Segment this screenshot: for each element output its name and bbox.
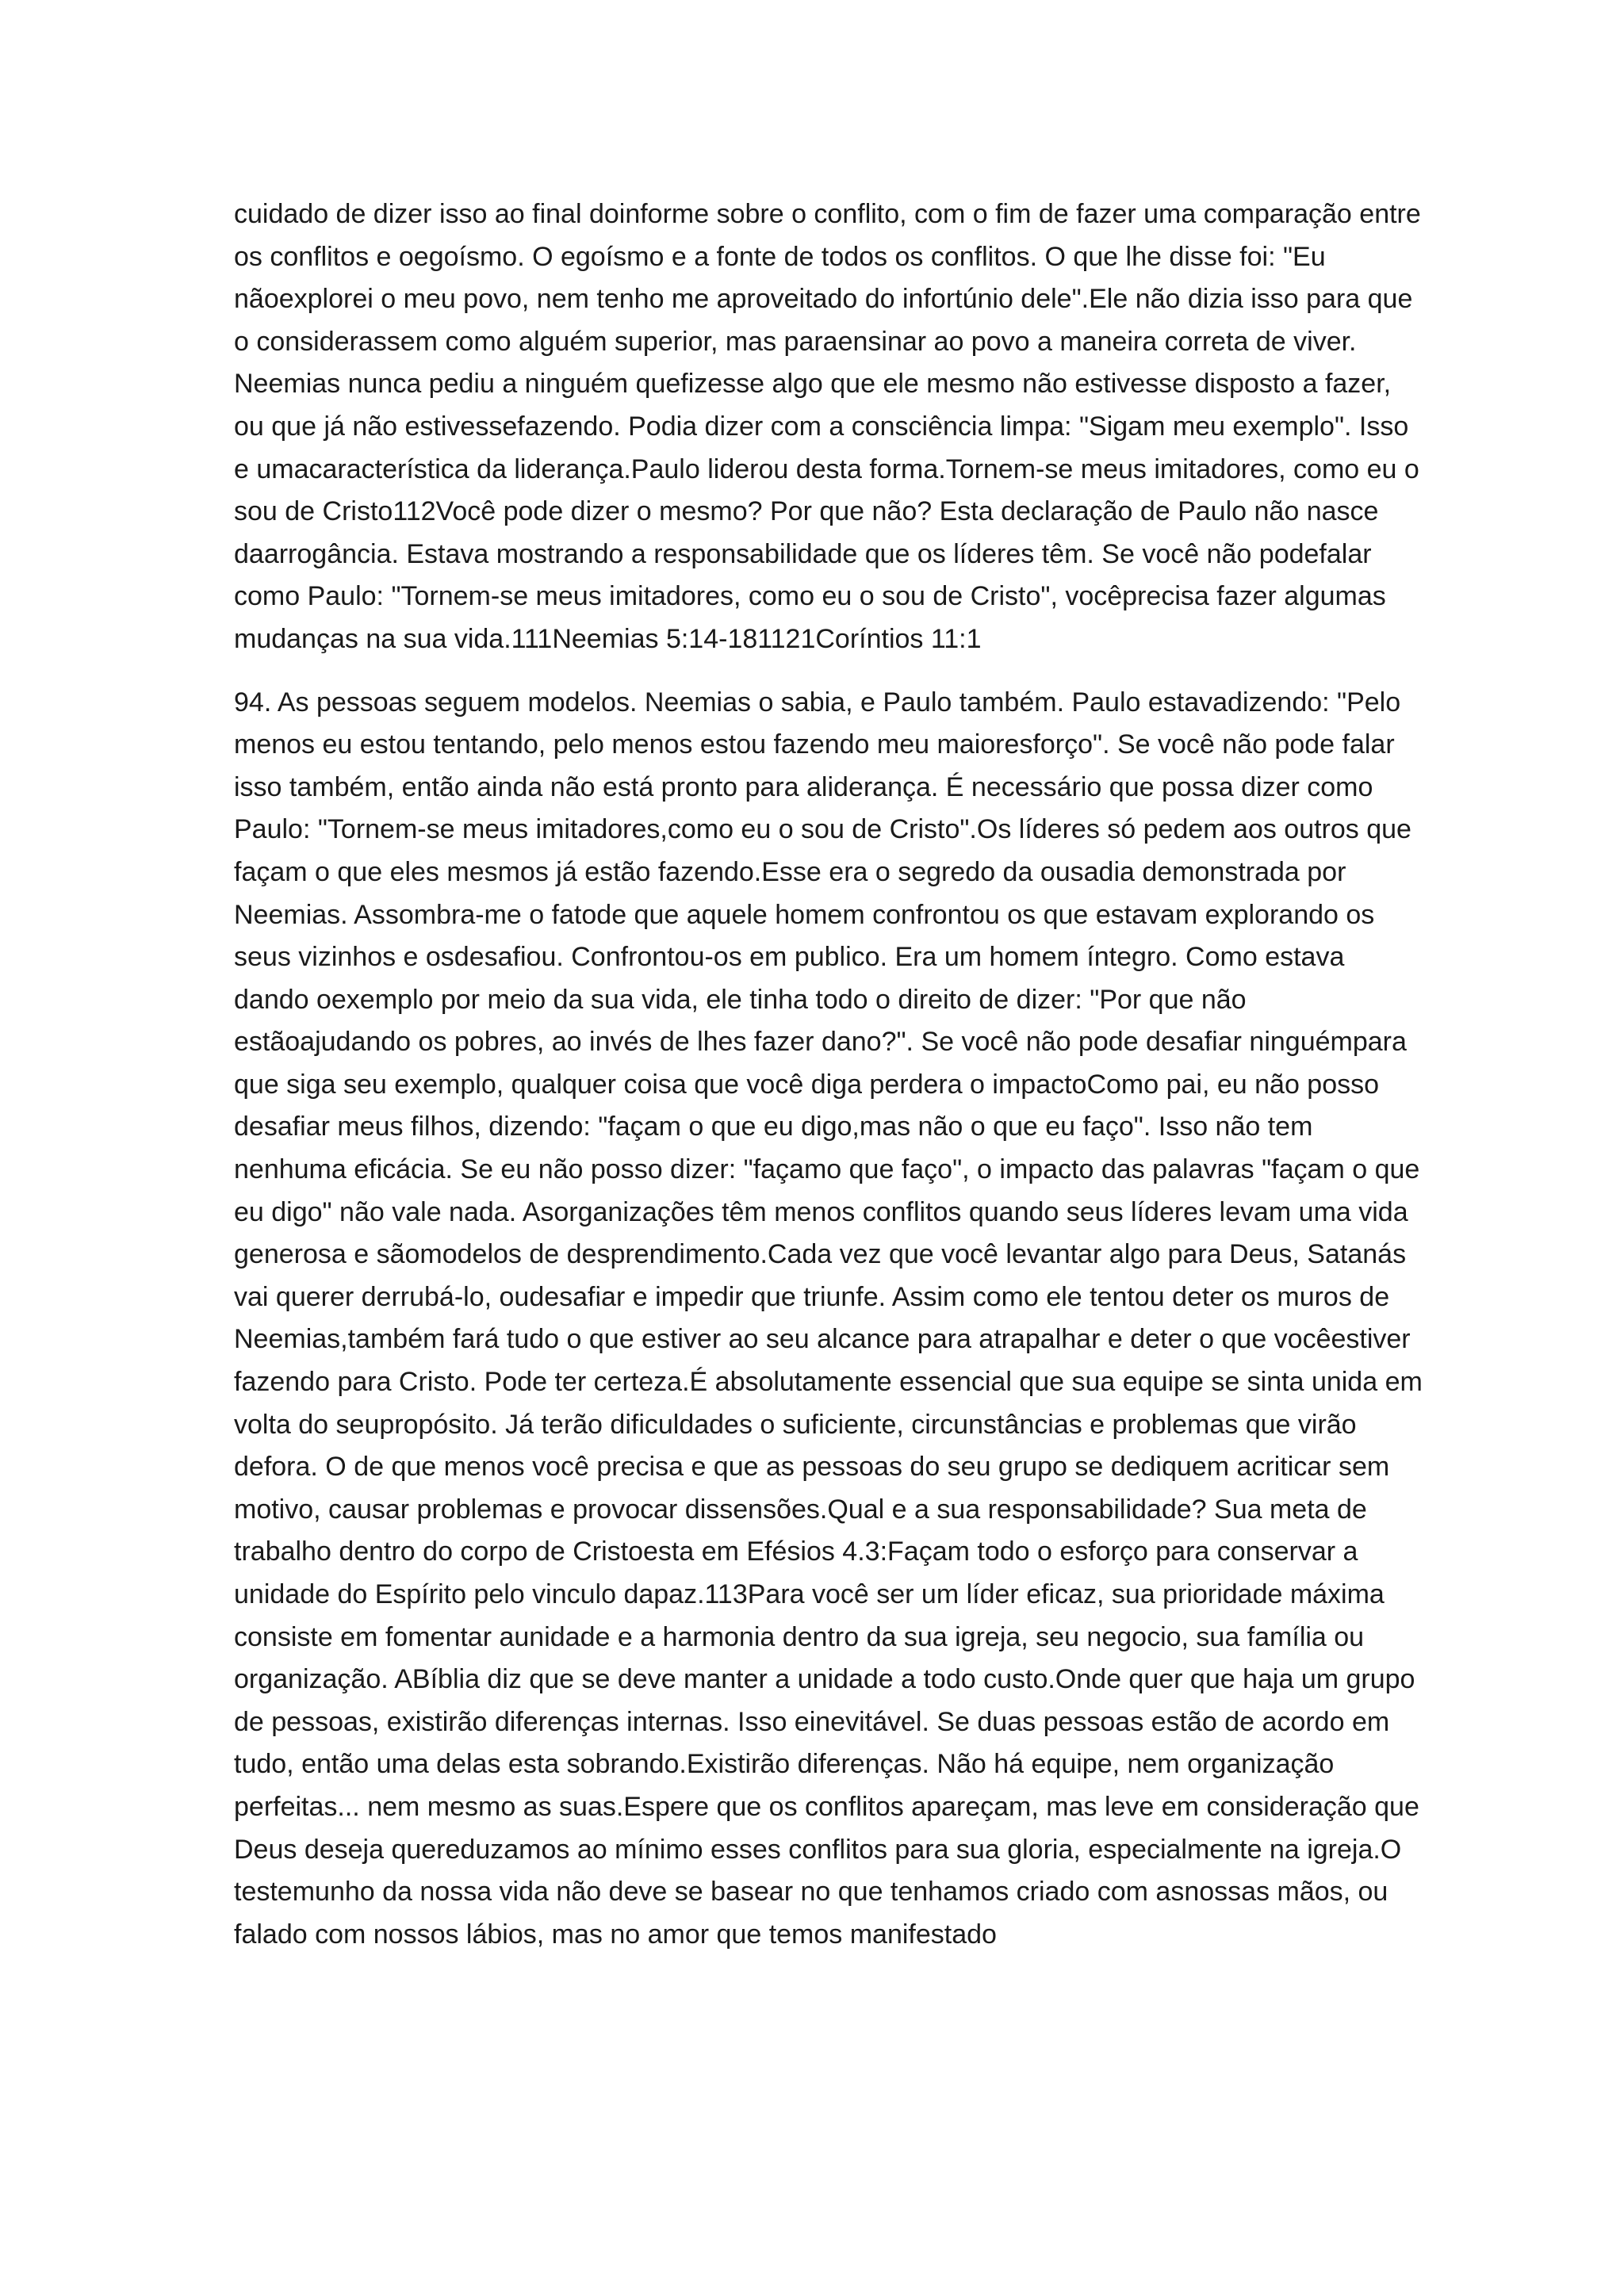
paragraph-1: cuidado de dizer isso ao final doinforme sobre o conflito, com o fim de fazer uma comparação entre os conflitos e oegoísmo. O egoísmo e a fonte de todos os conflitos. O que lhe disse foi: "Eu nãoexplorei o meu povo, nem tenho me aproveitado do infortúnio dele".Ele não dizia isso para que o considerassem como alguém superior, mas paraensinar ao povo a maneira correta de viver. Neemias nunca pediu a ninguém quefizesse algo que ele mesmo não estivesse disposto a fazer, ou que já não estivessefazendo. Podia dizer com a consciência limpa: "Sigam meu exemplo". Isso e umacaracterística da liderança.Paulo liderou desta forma.Tornem-se meus imitadores, como eu o sou de Cristo112Você pode dizer o mesmo? Por que não? Esta declaração de Paulo não nasce daarrogância. Estava mostrando a responsabilidade que os líderes têm. Se você não podefalar como Paulo: "Tornem-se meus imitadores, como eu o sou de Cristo", vocêprecisa fazer algumas mudanças na sua vida.111Neemias 5:14-181121Coríntios 11:1 bbox=[234, 199, 1421, 654]
document-body bbox=[234, 193, 1423, 1956]
paragraph-2: 94. As pessoas seguem modelos. Neemias o sabia, e Paulo também. Paulo estavadizendo: "Pelo menos eu estou tentando, pelo menos estou fazendo meu maioresforço". Se você não pode falar isso também, então ainda não está pronto para aliderança. É necessário que possa dizer como Paulo: "Tornem-se meus imitadores,como eu o sou de Cristo".Os líderes só pedem aos outros que façam o que eles mesmos já estão fazendo.Esse era o segredo da ousadia demonstrada por Neemias. Assombra-me o fatode que aquele homem confrontou os que estavam explorando os seus vizinhos e osdesafiou. Confrontou-os em publico. Era um homem íntegro. Como estava dando oexemplo por meio da sua vida, ele tinha todo o direito de dizer: "Por que não estãoajudando os pobres, ao invés de lhes fazer dano?". Se você não pode desafiar ninguémpara que siga seu exemplo, qualquer coisa que você diga perdera o impactoComo pai, eu não posso desafiar meus filhos, dizendo: "façam o que eu digo,mas não o que eu faço". Isso não tem nenhuma eficácia. Se eu não posso dizer: "façamo que faço", o impacto das palavras "façam o que eu digo" não vale nada. Asorganizações têm menos conflitos quando seus líderes levam uma vida generosa e sãomodelos de desprendimento.Cada vez que você levantar algo para Deus, Satanás vai querer derrubá-lo, oudesafiar e impedir que triunfe. Assim como ele tentou deter os muros de Neemias,também fará tudo o que estiver ao seu alcance para atrapalhar e deter o que vocêestiver fazendo para Cristo. Pode ter certeza.É absolutamente essencial que sua equipe se sinta unida em volta do seupropósito. Já terão dificuldades o suficiente, circunstâncias e problemas que virão defora. O de que menos você precisa e que as pessoas do seu grupo se dediquem acriticar sem motivo, causar problemas e provocar dissensões.Qual e a sua responsabilidade? Sua meta de trabalho dentro do corpo de Cristoesta em Efésios 4.3:Façam todo o esforço para conservar a unidade do Espírito pelo vinculo dapaz.113Para você ser um líder eficaz, sua prioridade máxima consiste em fomentar aunidade e a harmonia dentro da sua igreja, seu negocio, sua família ou organização. ABíblia diz que se deve manter a unidade a todo custo.Onde quer que haja um grupo de pessoas, existirão diferenças internas. Isso einevitável. Se duas pessoas estão de acordo em tudo, então uma delas esta sobrando.Existirão diferenças. Não há equipe, nem organização perfeitas... nem mesmo as suas.Espere que os conflitos apareçam, mas leve em consideração que Deus deseja quereduzamos ao mínimo esses conflitos para sua gloria, especialmente na igreja.O testemunho da nossa vida não deve se basear no que tenhamos criado com asnossas mãos, ou falado com nossos lábios, mas no amor que temos manifestado bbox=[234, 687, 1423, 1950]
